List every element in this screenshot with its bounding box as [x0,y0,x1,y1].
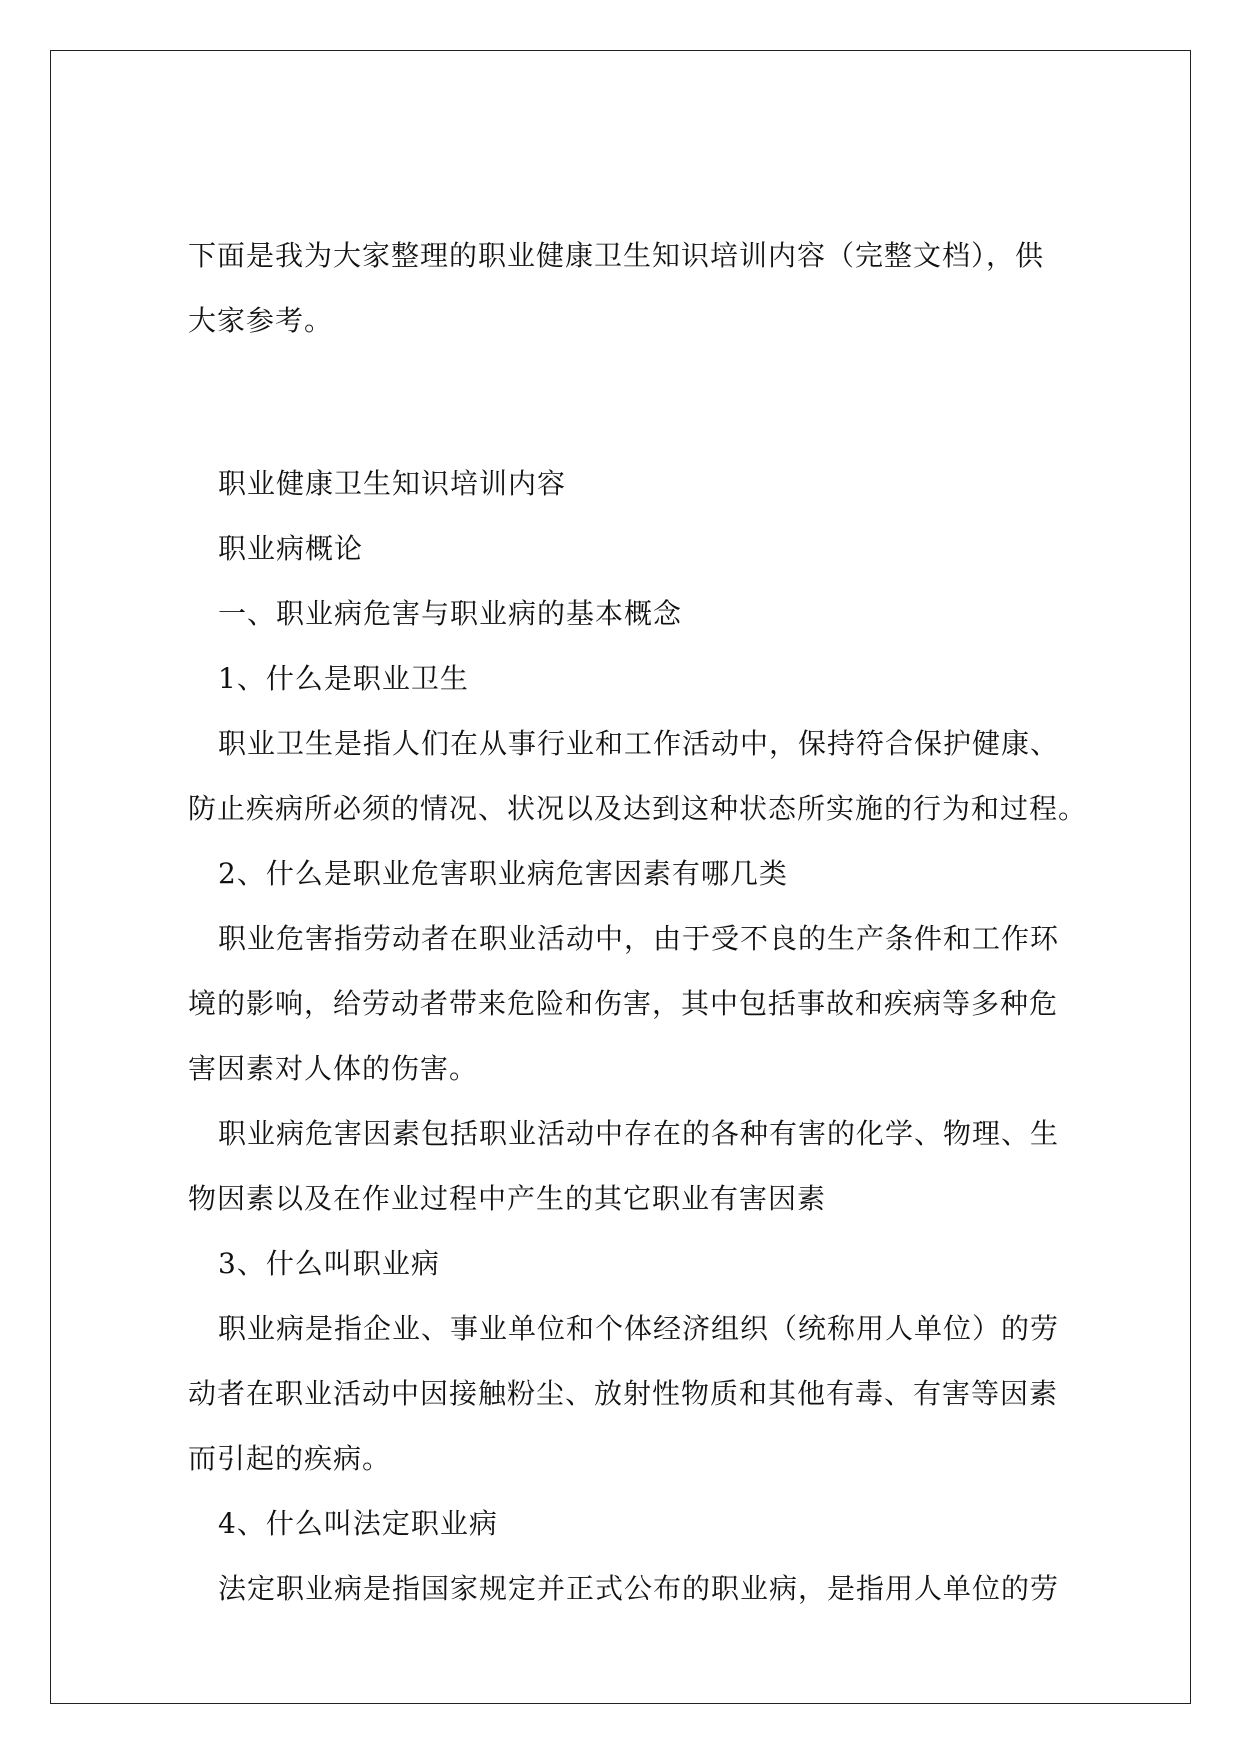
intro-line-2: 大家参考。 [188,304,334,337]
question-2: 2、什么是职业危害职业病危害因素有哪几类 [218,857,788,890]
question-1: 1、什么是职业卫生 [218,662,469,695]
answer-3-line-3: 而引起的疾病。 [188,1442,392,1475]
answer-1-line-2: 防止疾病所必须的情况、状况以及达到这种状态所实施的行为和过程。 [188,792,1088,825]
answer-2b-line-2: 物因素以及在作业过程中产生的其它职业有害因素 [188,1182,827,1215]
document-body [188,223,1088,1621]
question-3: 3、什么叫职业病 [218,1247,440,1280]
section-spacer [188,353,1058,451]
answer-2b-line-1: 职业病危害因素包括职业活动中存在的各种有害的化学、物理、生 [218,1117,1060,1150]
document-title: 职业健康卫生知识培训内容 [218,467,567,500]
heading-one: 一、职业病危害与职业病的基本概念 [218,597,683,630]
intro-line-1: 下面是我为大家整理的职业健康卫生知识培训内容（完整文档），供 [188,239,1045,272]
question-4: 4、什么叫法定职业病 [218,1507,498,1540]
answer-3-line-1: 职业病是指企业、事业单位和个体经济组织（统称用人单位）的劳 [218,1312,1060,1345]
answer-4-line-1: 法定职业病是指国家规定并正式公布的职业病，是指用人单位的劳 [218,1572,1060,1605]
answer-2-line-2: 境的影响，给劳动者带来危险和伤害，其中包括事故和疾病等多种危 [188,987,1059,1020]
answer-3-line-2: 动者在职业活动中因接触粉尘、放射性物质和其他有毒、有害等因素 [188,1377,1059,1410]
document-subtitle: 职业病概论 [218,532,364,565]
answer-2-line-3: 害因素对人体的伤害。 [188,1052,479,1085]
answer-1-line-1: 职业卫生是指人们在从事行业和工作活动中，保持符合保护健康、 [218,727,1060,760]
answer-2-line-1: 职业危害指劳动者在职业活动中，由于受不良的生产条件和工作环 [218,922,1060,955]
